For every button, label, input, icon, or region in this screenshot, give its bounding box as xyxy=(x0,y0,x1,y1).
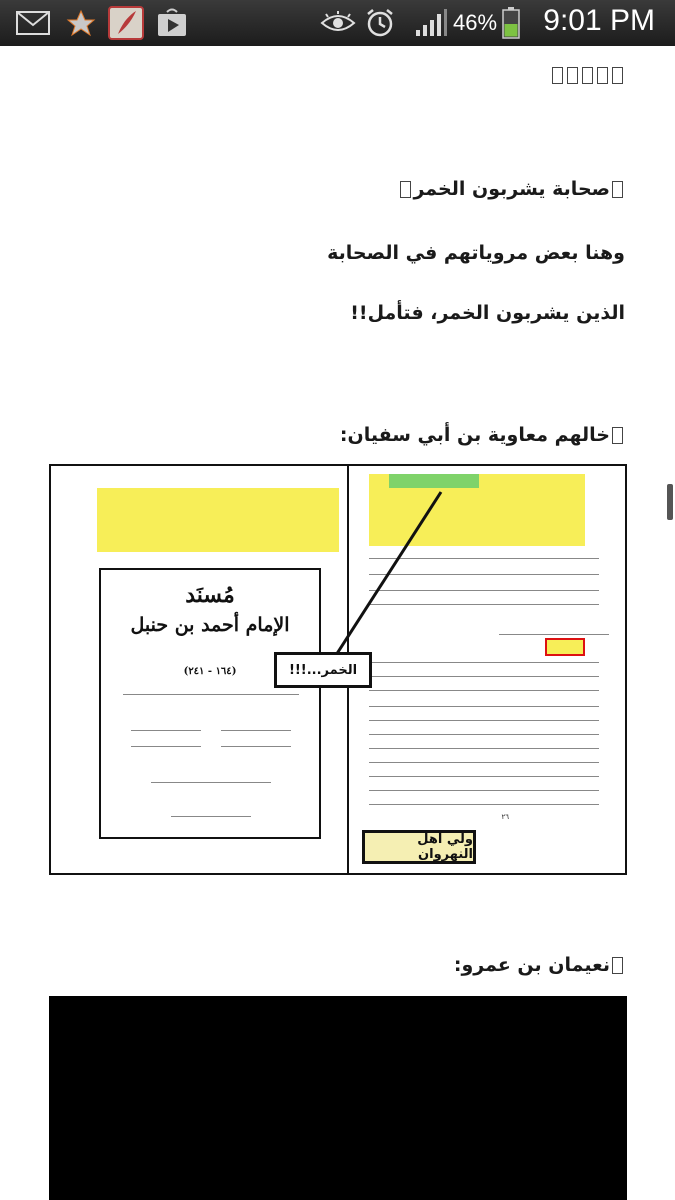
heading-text: خالهم معاوية بن أبي سفيان: xyxy=(339,424,610,446)
cover-title-2: الإمام أحمد بن حنبل xyxy=(130,614,290,636)
status-bar xyxy=(0,0,675,46)
unloaded-image xyxy=(49,996,627,1200)
nahrawan-caption: ولي أهل النهروان xyxy=(362,830,476,864)
cover-dates: (١٦٤ - ٢٤١) xyxy=(183,666,237,677)
paragraph-narrations: وهنا بعض مروياتهم في الصحابة xyxy=(327,242,625,264)
scrollbar-thumb[interactable] xyxy=(667,484,673,520)
heading-muawiya xyxy=(340,424,625,446)
clock-time: 9:01 PM xyxy=(543,4,655,37)
star-icon xyxy=(66,8,96,38)
paragraph-reflect: الذين يشربون الخمر، فتأمل!! xyxy=(350,302,625,324)
unrenderable-glyph-line xyxy=(550,64,625,86)
page-number: ٢٦ xyxy=(501,813,509,821)
mail-icon xyxy=(16,8,50,38)
wine-callout: الخمر...!!! xyxy=(274,652,372,688)
play-store-icon xyxy=(156,8,188,38)
battery-icon xyxy=(502,8,520,38)
alarm-icon xyxy=(364,8,396,38)
heading-nuayman xyxy=(454,954,625,976)
heading-companions-drinking xyxy=(398,178,625,200)
battery-percent: 46% xyxy=(453,10,498,35)
heading-text: صحابة يشربون الخمر xyxy=(413,178,610,200)
signal-icon xyxy=(414,8,448,38)
cover-title-1: مُسنَد xyxy=(185,582,235,608)
eye-icon xyxy=(320,8,356,38)
heading-text: نعيمان بن عمرو: xyxy=(453,954,610,976)
feather-app-icon xyxy=(108,8,144,38)
